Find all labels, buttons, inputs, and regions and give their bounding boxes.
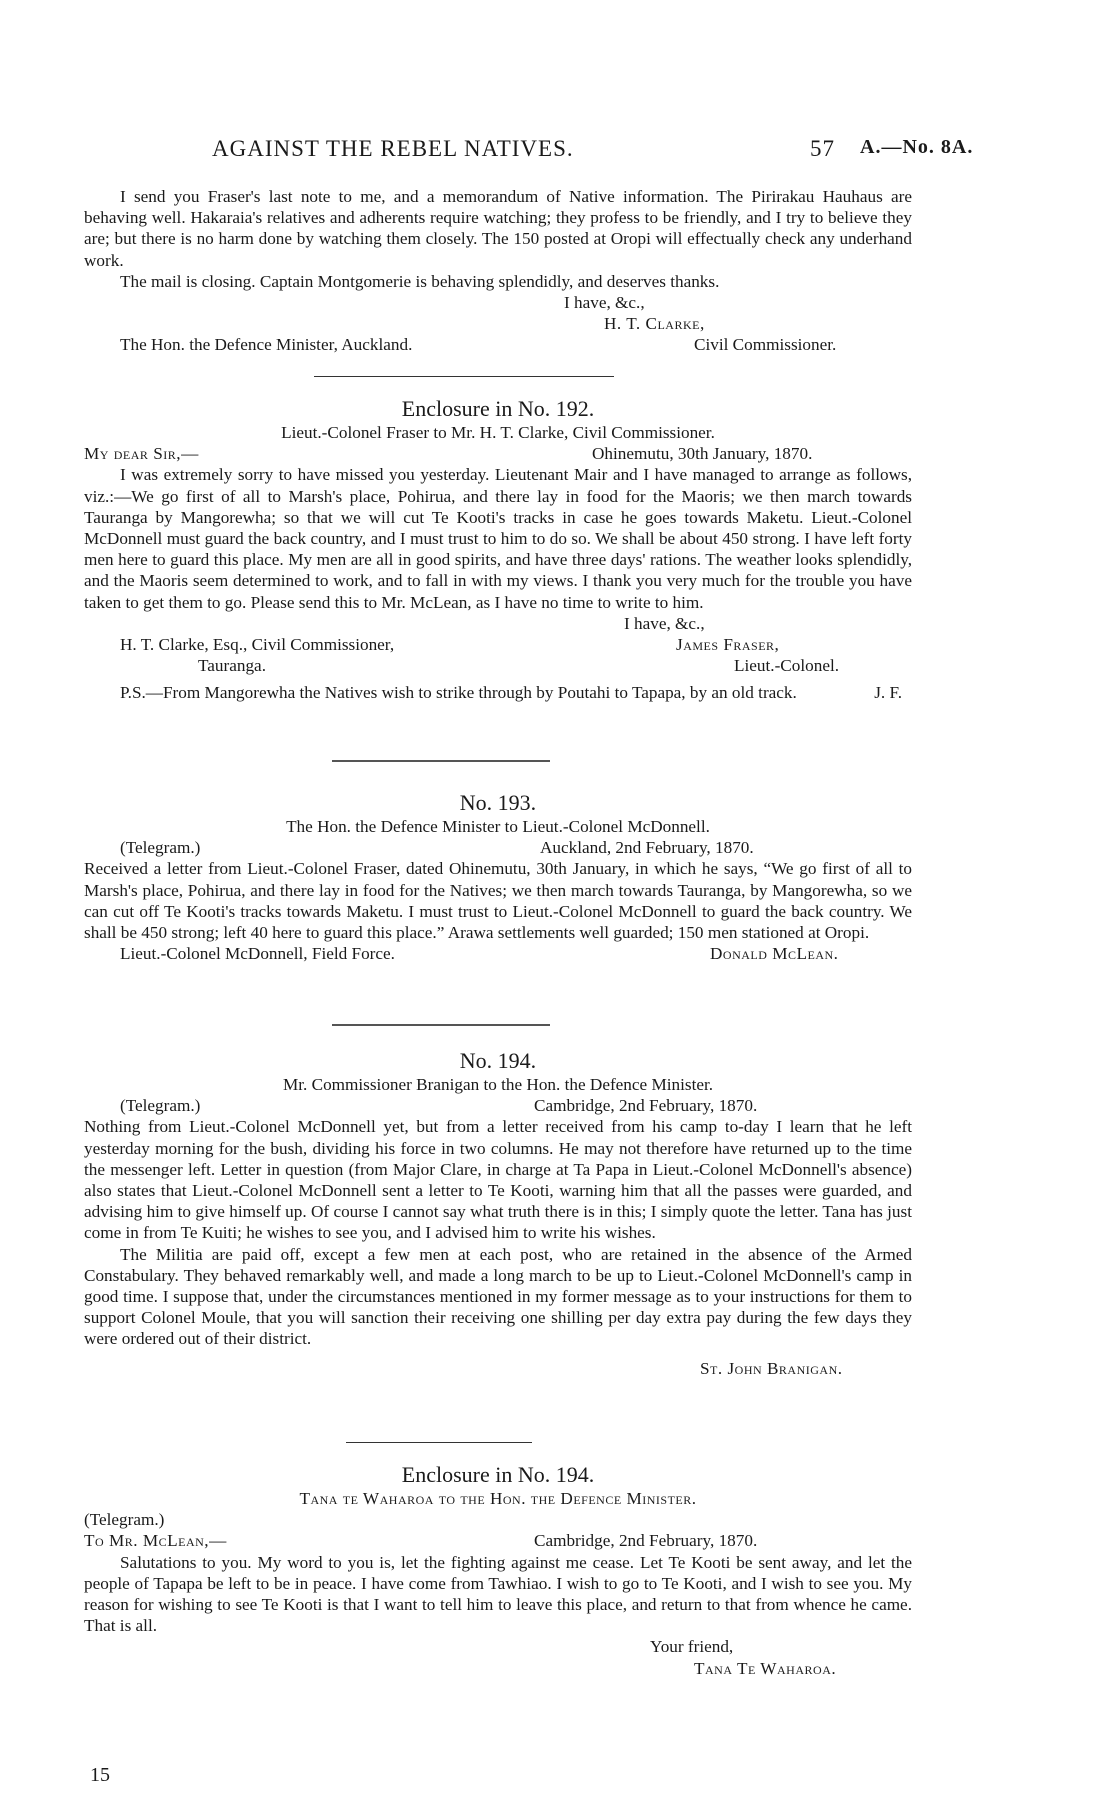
enclosure-192-place-date: Ohinemutu, 30th January, 1870. [592, 444, 813, 464]
enclosure-194-heading: Enclosure in No. 194. [401, 1462, 595, 1487]
document-194-signature: St. John Branigan. [700, 1358, 843, 1378]
enclosure-194-subheading: Tana te Waharoa to the Hon. the Defence Minister. [299, 1489, 697, 1508]
enclosure-192-heading: Enclosure in No. 192. [401, 396, 595, 421]
enclosure-194-telegram: (Telegram.) [84, 1510, 165, 1530]
document-194-heading: No. 194. [459, 1048, 537, 1073]
document-193 [84, 780, 912, 964]
enclosure-194 [84, 1452, 912, 1679]
enclosure-194-signature: Tana Te Waharoa. [694, 1658, 837, 1678]
document-193-body: Received a letter from Lieut.-Colonel Fraser, dated Ohinemutu, 30th January, in which he says, “We go first of all to Marsh's place, Pohirua, and there lay in food for the Natives; we then march towards Tauranga, by Mangorewha, so we can cut off Te Kooti's tracks towards Maketu. I must trust to Lieut.-Colonel McDonnell to guard the back country. We shall be 450 strong; left 40 here to guard this place.” Arawa settlements well guarded; 150 men stationed at Oropi. [84, 859, 912, 942]
enclosure-192-initials: J. F. [874, 683, 902, 703]
printer-signature-mark: 15 [90, 1764, 110, 1786]
document-193-signature: Donald McLean. [710, 944, 839, 964]
enclosure-192-body: I was extremely sorry to have missed you yesterday. Lieutenant Mair and I have managed to arrange as follows, viz.:—We go first of all to Marsh's place, Pohirua, and there lay in food for the Maoris; we then march towards Tauranga by Mangorewha; so that we will cut Te Kooti's tracks in case he goes towards Maketu. Lieut.-Colonel McDonnell must guard the back country, and I must trust to him to do so. We shall be about 450 strong. I have left forty men here to guard this place. My men are all in good spirits, and have three days' rations. The weather looks splendidly, and the Maoris seem determined to work, and to fall in with my views. I thank you very much for the trouble you have taken to get them to go. Please send this to Mr. McLean, as I have no time to write to him. [84, 465, 912, 612]
page-body [84, 0, 912, 1815]
document-194-paragraph-2: The Militia are paid off, except a few men at each post, who are retained in the absence of the Armed Constabulary. They behaved remarkably well, and made a long march to be up to Lieut.-Colonel McDonnell's camp in good time. I suppose that, under the circumstances mentioned in my former message as to your instructions for them to support Colonel Moule, that you will sanction their receiving one shilling per day extra pay during the few days they were ordered out of their district. [84, 1244, 912, 1349]
enclosure-192-rank: Lieut.-Colonel. [734, 656, 840, 676]
enclosure-192-subheading: Lieut.-Colonel Fraser to Mr. H. T. Clarke, Civil Commissioner. [281, 423, 715, 442]
document-193-addressee: Lieut.-Colonel McDonnell, Field Force. [120, 944, 395, 964]
running-title: AGAINST THE REBEL NATIVES. [212, 136, 574, 161]
document-194 [84, 1038, 912, 1379]
enclosure-192-signature: James Fraser, [676, 635, 780, 654]
enclosure-194-body: Salutations to you. My word to you is, let the fighting against me cease. Let Te Kooti be sent away, and let the people of Tapapa be left to be in peace. I have come from Tawhiao. I wish to go to Te Kooti, and I wish to see you. My reason for wishing to see Te Kooti is that I want to tell him to leave this place, and return to that from whence he came. That is all. [84, 1552, 912, 1636]
enclosure-192-closing: I have, &c., [624, 613, 705, 633]
intro-addressee: The Hon. the Defence Minister, Auckland. [120, 335, 413, 355]
document-193-subheading: The Hon. the Defence Minister to Lieut.-Colonel McDonnell. [286, 817, 710, 836]
document-194-place-date: Cambridge, 2nd February, 1870. [534, 1096, 758, 1116]
enclosure-194-salutation: To Mr. McLean,— [84, 1531, 227, 1551]
intro-section [84, 186, 912, 356]
enclosure-192-addressee: H. T. Clarke, Esq., Civil Commissioner, [120, 635, 395, 654]
document-reference: A.—No. 8A. [860, 136, 974, 158]
document-193-telegram: (Telegram.) [120, 838, 201, 858]
section-divider-thick [332, 1024, 550, 1026]
document-194-telegram: (Telegram.) [120, 1096, 201, 1116]
document-193-place-date: Auckland, 2nd February, 1870. [540, 838, 754, 858]
enclosure-194-closing: Your friend, [650, 1637, 734, 1657]
document-194-paragraph-1: Nothing from Lieut.-Colonel McDonnell yet, but from a letter received from his camp to-day I learn that he left yesterday morning for the bush, dividing his force in two columns. He may not therefore have returned up to the time the messenger left. Letter in question (from Major Clare, in charge at Ta Papa in Lieut.-Colonel McDonnell's absence) also states that Lieut.-Colonel McDonnell sent a letter to Te Kooti, warning him that all the passes were guarded, and advising him to give himself up. Of course I cannot say what truth there is in this; I simply quote the letter. Tana has just come in from Te Kuiti; he wishes to see you, and I advised him to write his wishes. [84, 1117, 912, 1243]
section-divider [314, 376, 614, 377]
document-194-subheading: Mr. Commissioner Branigan to the Hon. the Defence Minister. [282, 1075, 714, 1094]
document-193-heading: No. 193. [459, 790, 537, 815]
intro-paragraph-2: The mail is closing. Captain Montgomerie is behaving splendidly, and deserves thanks. [120, 271, 720, 291]
intro-paragraph-1: I send you Fraser's last note to me, and a memorandum of Native information. The Pirirakau Hauhaus are behaving well. Hakaraia's relatives and adherents require watching; they profess to be friendly, and I try to believe they are; but there is no harm done by watching them closely. The 150 posted at Oropi will effectually check any underhand work. [84, 187, 912, 270]
section-divider [346, 1442, 532, 1443]
page-number: 57 [810, 136, 835, 161]
intro-closing: I have, &c., [564, 293, 645, 313]
intro-signature: H. T. Clarke, [604, 314, 705, 334]
section-divider-thick [332, 760, 550, 762]
enclosure-192-postscript: P.S.—From Mangorewha the Natives wish to strike through by Poutahi to Tapapa, by an old track. [120, 683, 797, 703]
enclosure-192-addressee-place: Tauranga. [198, 656, 266, 676]
enclosure-192-salutation: My dear Sir,— [84, 444, 199, 464]
enclosure-192 [84, 386, 912, 704]
intro-title: Civil Commissioner. [694, 335, 837, 355]
enclosure-194-place-date: Cambridge, 2nd February, 1870. [534, 1531, 758, 1551]
